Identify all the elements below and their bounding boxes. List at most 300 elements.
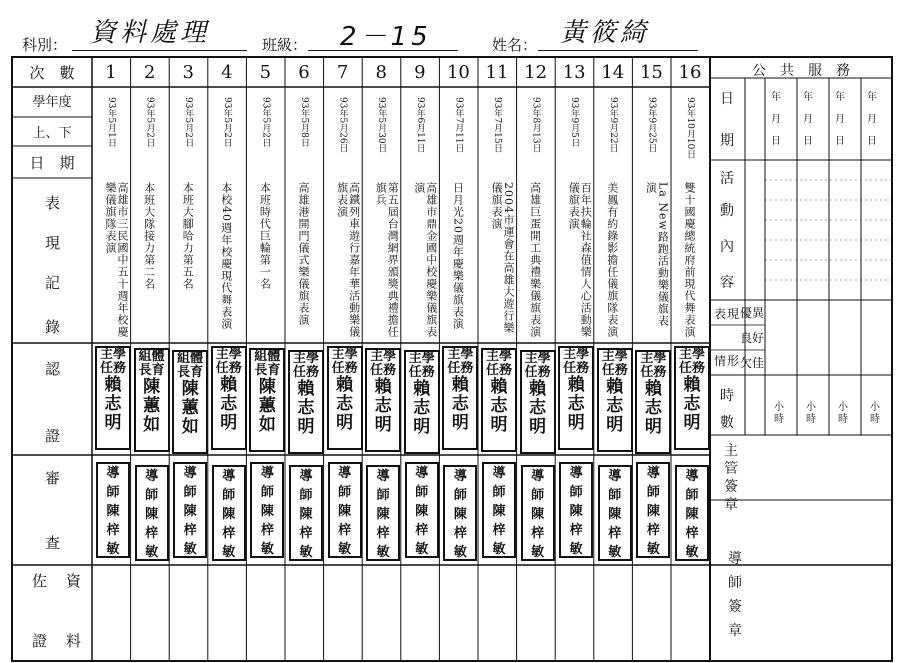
entry-date: 93年5月26日: [337, 97, 348, 153]
stamp-title: 主學: [640, 351, 667, 366]
verification-stamp: [288, 350, 324, 454]
seal-char: 導: [646, 466, 660, 481]
tutor-seal: [96, 462, 130, 558]
entry-date: 93年5月2日: [144, 97, 155, 147]
subject-value: 資料處理: [90, 18, 211, 48]
seal-char: 師: [453, 488, 467, 503]
verification-stamp: [597, 348, 633, 452]
stamp-name: 明: [606, 415, 624, 435]
tutor-seal: [521, 465, 555, 561]
entry-activity: 百年扶輪社森值情人心活動樂儀旗表演: [567, 182, 593, 338]
entry-date: 93年5月2日: [260, 97, 271, 147]
stamp-title: 主學: [292, 351, 319, 366]
seal-char: 陳: [106, 504, 120, 519]
seal-char: 陳: [183, 504, 197, 519]
stamp-name: 陳: [143, 377, 161, 397]
seal-char: 敏: [222, 545, 236, 560]
stamp-name: 志: [606, 396, 624, 416]
seal-char: 梓: [222, 526, 236, 541]
seal-char: 導: [260, 466, 274, 481]
stamp-title: 任務: [99, 361, 126, 376]
row-label-materials-3: 證: [32, 632, 48, 650]
entry-activity: 第五屆台灣網界頒獎典禮擔任旗兵: [374, 182, 400, 338]
ps-date-unit: 月: [835, 114, 845, 125]
entry-date: 93年9月22日: [607, 97, 618, 153]
stamp-title: 任務: [485, 363, 512, 378]
seal-char: 陳: [569, 504, 583, 519]
stamp-name: 蕙: [143, 396, 161, 416]
stamp-name: 明: [336, 413, 354, 433]
stamp-title: 任務: [215, 361, 242, 376]
ps-date-unit: 日: [867, 136, 877, 147]
stamp-title: 主學: [524, 351, 551, 366]
stamp-title: 任務: [678, 361, 705, 376]
stamp-name: 明: [104, 413, 122, 433]
stamp-name: 明: [451, 413, 469, 433]
name-label: 姓名：: [492, 36, 538, 54]
entry-date: 93年5月2日: [221, 97, 232, 147]
seal-char: 敏: [260, 542, 274, 557]
seal-char: 梓: [608, 526, 622, 541]
seal-char: 梓: [106, 523, 120, 538]
seal-char: 陳: [492, 504, 506, 519]
seal-char: 導: [685, 469, 699, 484]
entry-date: 93年7月11日: [453, 97, 464, 153]
entry-activity: 本班大腳哈力第五名: [181, 182, 195, 290]
ps-activity-2: 動: [720, 203, 734, 219]
ps-supervisor-4: 章: [724, 497, 738, 513]
seal-char: 敏: [415, 542, 429, 557]
stamp-name: 賴: [297, 379, 315, 399]
ps-date-unit: 年: [803, 92, 813, 103]
verification-stamp: [95, 346, 131, 450]
col-header-count: 次 數: [29, 64, 75, 82]
stamp-name: 陳: [181, 379, 199, 399]
seal-char: 導: [492, 466, 506, 481]
ps-date-unit: 月: [867, 114, 877, 125]
row-label-term: 上、下: [32, 126, 72, 141]
seal-char: 敏: [569, 542, 583, 557]
stamp-name: 賴: [606, 377, 624, 397]
ps-tutor-3: 簽: [728, 599, 742, 615]
stamp-name: 賴: [220, 375, 238, 395]
stamp-title: 主學: [678, 347, 705, 362]
seal-char: 梓: [646, 523, 660, 538]
stamp-title: 主學: [215, 347, 242, 362]
tutor-seal: [135, 465, 169, 561]
tutor-seal: [289, 465, 323, 561]
seal-char: 導: [376, 469, 390, 484]
stamp-title: 主學: [447, 347, 474, 362]
column-number: 7: [336, 62, 349, 83]
seal-char: 陳: [376, 507, 390, 522]
stamp-name: 陳: [258, 377, 276, 397]
stamp-name: 如: [258, 415, 276, 435]
seal-char: 敏: [531, 545, 545, 560]
row-label-record-4: 錄: [45, 318, 61, 336]
entry-activity: 美鳳有約錄影擔任儀旗隊表演: [605, 182, 619, 338]
stamp-name: 志: [644, 398, 662, 418]
stamp-title: 任務: [601, 363, 628, 378]
ps-perf-2: 現: [727, 307, 740, 321]
row-label-verify-1: 認: [45, 360, 61, 378]
seal-char: 導: [453, 469, 467, 484]
stamp-name: 如: [181, 417, 199, 437]
seal-char: 師: [569, 485, 583, 500]
ps-activity-3: 內: [720, 239, 734, 255]
seal-char: 導: [299, 469, 313, 484]
row-label-date: 日 期: [29, 154, 75, 172]
verification-stamp: [674, 346, 710, 450]
entry-date: 93年8月13日: [530, 97, 541, 153]
ps-date-unit: 月: [771, 114, 781, 125]
stamp-title: 長育: [177, 365, 204, 380]
column-number: 13: [562, 62, 586, 83]
seal-char: 陳: [685, 507, 699, 522]
seal-char: 導: [338, 466, 352, 481]
row-label-record-3: 記: [45, 274, 61, 292]
verification-stamp: [327, 346, 363, 450]
seal-char: 陳: [608, 507, 622, 522]
stamp-name: 明: [413, 417, 431, 437]
stamp-name: 賴: [490, 377, 508, 397]
entry-activity: 2004市運會在高雄大遊行樂儀旗表演: [490, 182, 515, 334]
column-number: 11: [485, 62, 509, 83]
seal-char: 敏: [183, 542, 197, 557]
stamp-title: 任務: [408, 365, 435, 380]
ps-hours-2: 數: [720, 415, 734, 431]
seal-char: 敏: [453, 545, 467, 560]
column-number: 5: [259, 62, 272, 83]
ps-supervisor-2: 管: [724, 461, 738, 477]
seal-char: 師: [531, 488, 545, 503]
name-value: 黃筱綺: [560, 18, 651, 48]
stamp-name: 賴: [567, 375, 585, 395]
entry-activity: La New路跑活動樂儀旗表演: [644, 182, 670, 327]
stamp-name: 賴: [451, 375, 469, 395]
stamp-name: 志: [297, 398, 315, 418]
column-number: 10: [446, 62, 470, 83]
stamp-title: 任務: [331, 361, 358, 376]
ps-date-unit: 年: [867, 92, 877, 103]
seal-char: 師: [492, 485, 506, 500]
row-label-review-2: 查: [45, 534, 61, 552]
column-number: 8: [375, 62, 387, 83]
stamp-name: 賴: [644, 379, 662, 399]
entry-date: 93年5月1日: [106, 97, 116, 147]
seal-char: 師: [183, 485, 197, 500]
stamp-name: 蕙: [258, 396, 276, 416]
stamp-name: 志: [451, 394, 469, 414]
entry-date: 93年5月30日: [376, 97, 387, 153]
seal-char: 陳: [299, 507, 313, 522]
tutor-seal: [405, 462, 439, 558]
seal-char: 導: [415, 466, 429, 481]
ps-date-unit: 日: [771, 136, 781, 147]
public-service-title: 公 共 服 務: [752, 63, 850, 79]
stamp-name: 志: [413, 398, 431, 418]
stamp-title: 組體: [254, 349, 281, 364]
seal-char: 陳: [145, 507, 159, 522]
seal-char: 陳: [338, 504, 352, 519]
row-label-year: 學年度: [32, 95, 72, 110]
ps-activity-1: 活: [720, 171, 734, 187]
stamp-name: 志: [567, 394, 585, 414]
column-number: 9: [414, 62, 426, 83]
seal-char: 導: [531, 469, 545, 484]
stamp-name: 明: [220, 413, 238, 433]
tutor-seal: [559, 462, 593, 558]
column-number: 6: [298, 62, 310, 83]
seal-char: 陳: [415, 504, 429, 519]
stamp-title: 任務: [370, 363, 397, 378]
tutor-seal: [250, 462, 284, 558]
ps-perf-3: 情: [714, 354, 727, 368]
ps-date-label-2: 期: [720, 133, 734, 149]
ps-hour-unit: 小時: [838, 402, 848, 425]
seal-char: 梓: [260, 523, 274, 538]
seal-char: 師: [222, 488, 236, 503]
ps-hour-unit: 小時: [870, 402, 880, 425]
ps-grade-poor: 欠佳: [740, 356, 765, 370]
seal-char: 梓: [685, 526, 699, 541]
verification-stamp: [134, 348, 170, 452]
verification-stamp: [635, 350, 671, 454]
seal-char: 師: [376, 488, 390, 503]
column-number: 14: [601, 62, 625, 83]
stamp-title: 主學: [601, 349, 628, 364]
ps-date-unit: 月: [803, 114, 813, 125]
stamp-name: 明: [683, 413, 701, 433]
stamp-title: 長育: [138, 363, 165, 378]
seal-char: 梓: [338, 523, 352, 538]
seal-char: 師: [260, 485, 274, 500]
tutor-seal: [173, 462, 207, 558]
stamp-name: 蕙: [181, 398, 199, 418]
verification-stamp: [520, 350, 556, 454]
seal-char: 師: [415, 485, 429, 500]
row-label-record-1: 表: [45, 194, 61, 212]
entry-date: 93年10月10日: [685, 97, 695, 159]
ps-tutor-2: 師: [728, 575, 742, 591]
stamp-name: 明: [374, 415, 392, 435]
tutor-seal: [482, 462, 516, 558]
seal-char: 導: [183, 466, 197, 481]
stamp-title: 主學: [99, 347, 126, 362]
seal-char: 導: [608, 469, 622, 484]
stamp-name: 志: [220, 394, 238, 414]
seal-char: 梓: [145, 526, 159, 541]
tutor-seal: [443, 465, 477, 561]
stamp-name: 志: [683, 394, 701, 414]
seal-char: 敏: [299, 545, 313, 560]
ps-supervisor-1: 主: [724, 443, 738, 459]
stamp-name: 志: [104, 394, 122, 414]
stamp-title: 組體: [177, 351, 204, 366]
entry-activity: 本班時代巨輪第一名: [258, 182, 272, 290]
seal-char: 敏: [338, 542, 352, 557]
ps-hour-unit: 小時: [806, 402, 816, 425]
seal-char: 敏: [106, 542, 120, 557]
verification-stamp: [481, 348, 517, 452]
row-label-materials-2: 資: [66, 572, 82, 590]
stamp-title: 主學: [370, 349, 397, 364]
entry-activity: 高雄巨蛋開工典禮樂儀旗表演: [528, 182, 542, 338]
stamp-title: 任務: [640, 365, 667, 380]
tutor-seal: [598, 465, 632, 561]
ps-date-unit: 日: [803, 136, 813, 147]
seal-char: 師: [299, 488, 313, 503]
ps-date-label-1: 日: [720, 91, 734, 107]
stamp-title: 主學: [331, 347, 358, 362]
ps-hour-unit: 小時: [774, 402, 784, 425]
entry-activity: 高雄港開門儀式樂儀旗表演: [297, 182, 310, 326]
verification-stamp: [249, 348, 285, 452]
stamp-name: 明: [529, 417, 547, 437]
column-number: 15: [639, 62, 663, 83]
seal-char: 導: [222, 469, 236, 484]
seal-char: 敏: [646, 542, 660, 557]
seal-char: 陳: [222, 507, 236, 522]
seal-char: 梓: [299, 526, 313, 541]
seal-char: 陳: [453, 507, 467, 522]
column-number: 1: [105, 62, 117, 83]
seal-char: 陳: [260, 504, 274, 519]
stamp-name: 明: [297, 417, 315, 437]
seal-char: 師: [106, 485, 120, 500]
seal-char: 師: [608, 488, 622, 503]
ps-tutor-1: 導: [728, 551, 742, 567]
stamp-title: 主學: [563, 347, 590, 362]
verification-stamp: [211, 346, 247, 450]
column-number: 2: [143, 62, 156, 83]
verification-stamp: [558, 346, 594, 450]
class-label: 班級：: [262, 36, 308, 54]
stamp-name: 賴: [336, 375, 354, 395]
row-label-materials-4: 料: [66, 632, 82, 650]
entry-date: 93年6月11日: [414, 97, 425, 153]
seal-char: 導: [145, 469, 159, 484]
seal-char: 導: [569, 466, 583, 481]
verification-stamp: [442, 346, 478, 450]
entry-activity: 日月光20週年慶樂儀旗表演: [451, 182, 465, 330]
seal-char: 梓: [531, 526, 545, 541]
stamp-name: 志: [374, 396, 392, 416]
stamp-name: 志: [529, 398, 547, 418]
ps-perf-4: 形: [727, 354, 740, 368]
entry-date: 93年9月5日: [569, 97, 580, 147]
stamp-name: 明: [490, 415, 508, 435]
column-number: 4: [221, 62, 233, 83]
tutor-seal: [366, 465, 400, 561]
entry-activity: 本校40週年校慶現代舞表演: [219, 182, 233, 330]
tutor-seal: [212, 465, 246, 561]
stamp-title: 任務: [447, 361, 474, 376]
stamp-name: 志: [336, 394, 354, 414]
seal-char: 梓: [492, 523, 506, 538]
ps-date-unit: 年: [771, 92, 781, 103]
row-label-materials-1: 佐: [32, 572, 48, 590]
entry-activity: 本班大隊接力第二名: [142, 182, 156, 290]
seal-char: 陳: [646, 504, 660, 519]
column-number: 16: [678, 62, 702, 83]
ps-perf-1: 表: [714, 307, 727, 321]
entry-activity: 高鐵列車遊行嘉年華活動樂儀旗表演: [335, 182, 361, 338]
stamp-title: 主學: [408, 351, 435, 366]
stamp-title: 任務: [524, 365, 551, 380]
column-number: 12: [524, 62, 548, 83]
seal-char: 梓: [183, 523, 197, 538]
ps-grade-good: 良好: [740, 331, 765, 345]
stamp-title: 任務: [292, 365, 319, 380]
seal-char: 導: [106, 466, 120, 481]
ps-activity-4: 容: [720, 275, 734, 291]
stamp-name: 明: [644, 417, 662, 437]
ps-hours-1: 時: [720, 388, 734, 404]
ps-date-unit: 年: [835, 92, 845, 103]
stamp-name: 志: [490, 396, 508, 416]
entry-activity: 高雄市鼎金國中校慶樂儀旗表演: [412, 182, 438, 338]
seal-char: 師: [145, 488, 159, 503]
seal-char: 陳: [531, 507, 545, 522]
seal-char: 敏: [145, 545, 159, 560]
verification-stamp: [404, 350, 440, 454]
row-label-verify-2: 證: [45, 427, 61, 445]
entry-date: 93年5月8日: [299, 97, 309, 147]
row-label-record-2: 現: [45, 234, 61, 252]
row-label-review-1: 審: [45, 469, 61, 487]
stamp-name: 如: [143, 415, 161, 435]
seal-char: 梓: [376, 526, 390, 541]
column-number: 3: [182, 62, 194, 83]
seal-char: 敏: [492, 542, 506, 557]
seal-char: 師: [338, 485, 352, 500]
ps-date-unit: 日: [835, 136, 845, 147]
seal-char: 梓: [569, 523, 583, 538]
verification-stamp: [172, 350, 208, 454]
stamp-name: 明: [567, 413, 585, 433]
stamp-name: 賴: [374, 377, 392, 397]
entry-date: 93年5月2日: [183, 97, 194, 147]
stamp-name: 賴: [104, 375, 122, 395]
entry-activity: 高雄市三民國中五十週年校慶樂儀旗隊表演: [104, 182, 129, 338]
stamp-name: 賴: [683, 375, 701, 395]
seal-char: 師: [685, 488, 699, 503]
ps-tutor-4: 章: [728, 623, 742, 639]
entry-date: 93年7月15日: [492, 97, 502, 153]
seal-char: 敏: [608, 545, 622, 560]
stamp-title: 主學: [485, 349, 512, 364]
seal-char: 梓: [415, 523, 429, 538]
entry-date: 93年9月25日: [646, 97, 657, 153]
ps-supervisor-3: 簽: [724, 479, 738, 495]
stamp-name: 賴: [529, 379, 547, 399]
tutor-seal: [636, 462, 670, 558]
tutor-seal: [328, 462, 362, 558]
stamp-title: 組體: [138, 349, 165, 364]
seal-char: 敏: [685, 545, 699, 560]
entry-activity: 雙十國慶總統府前現代舞表演: [683, 182, 696, 338]
tutor-seal: [675, 465, 709, 561]
stamp-title: 任務: [563, 361, 590, 376]
class-value: 2－15: [340, 22, 432, 52]
verification-stamp: [365, 348, 401, 452]
subject-label: 科別：: [22, 36, 68, 54]
seal-char: 師: [646, 485, 660, 500]
stamp-title: 長育: [254, 363, 281, 378]
stamp-name: 賴: [413, 379, 431, 399]
ps-grade-excellent: 優異: [740, 306, 765, 320]
